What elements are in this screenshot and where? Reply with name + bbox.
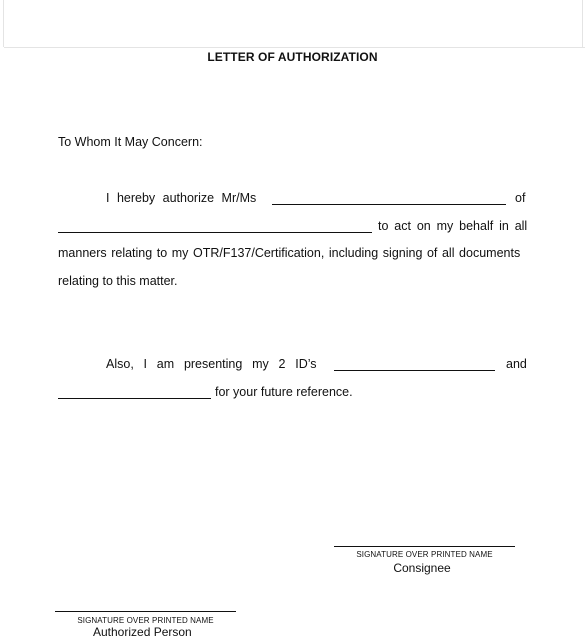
page-top-border xyxy=(4,47,585,48)
first-id-blank xyxy=(334,370,495,371)
authorize-line-4: relating to this matter. xyxy=(58,274,178,288)
second-id-blank xyxy=(58,398,211,399)
id-line-start: Also, I am presenting my 2 ID’s xyxy=(106,357,317,371)
authorized-signature-label: SIGNATURE OVER PRINTED NAME xyxy=(77,616,214,625)
page-left-border xyxy=(3,0,4,47)
letter-title: LETTER OF AUTHORIZATION xyxy=(207,50,378,64)
consignee-name: Consignee xyxy=(393,561,451,575)
consignee-signature-label: SIGNATURE OVER PRINTED NAME xyxy=(356,550,493,559)
id-line-2: for your future reference. xyxy=(215,385,353,399)
page-right-border xyxy=(582,0,583,47)
consignee-signature-line xyxy=(334,546,515,547)
authorized-name: Authorized Person xyxy=(93,625,192,639)
authorized-signature-line xyxy=(55,611,236,612)
authorize-line-3: manners relating to my OTR/F137/Certification, including signing of all documents xyxy=(58,246,521,260)
authorize-line-end: of xyxy=(515,191,526,205)
authorized-person-blank xyxy=(272,204,506,205)
address-blank xyxy=(58,232,372,233)
authorize-line-2: to act on my behalf in all xyxy=(378,219,528,233)
id-line-end: and xyxy=(506,357,527,371)
authorized-name-clip xyxy=(93,622,192,639)
salutation: To Whom It May Concern: xyxy=(58,135,203,149)
authorize-line-start: I hereby authorize Mr/Ms xyxy=(106,191,257,205)
